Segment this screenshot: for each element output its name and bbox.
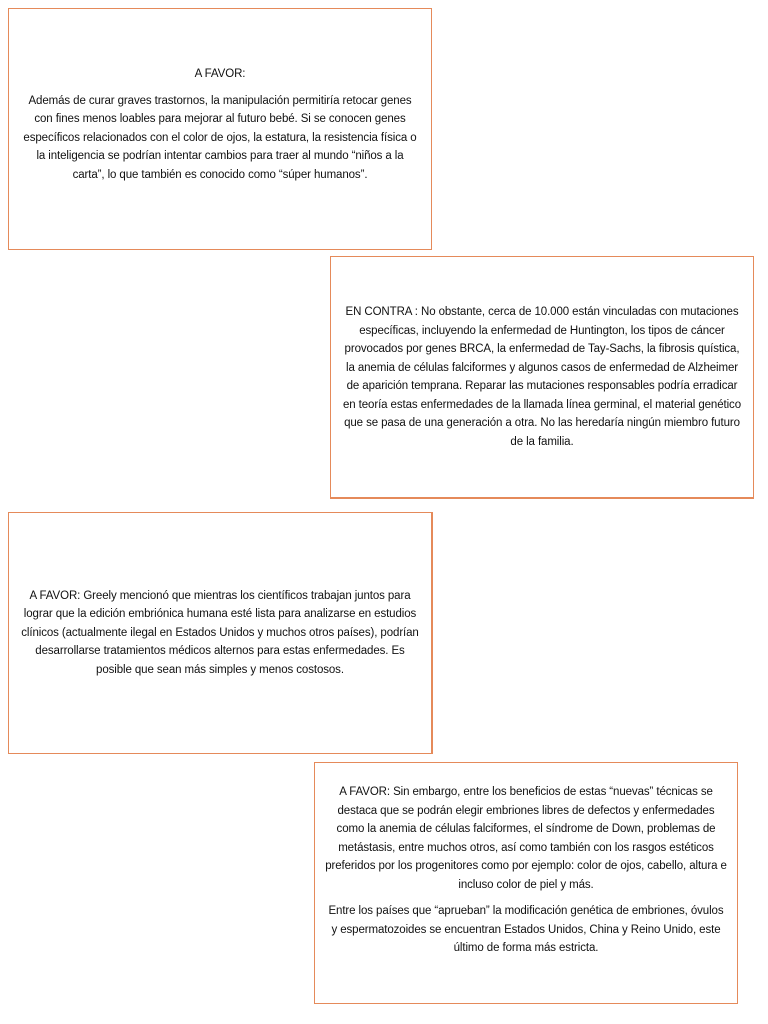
argument-card-favor-1 [8,8,432,250]
card-body-text: A FAVOR: Greely mencionó que mientras los científicos trabajan juntos para lograr que la edición embriónica humana esté lista para analizarse en estudios clínicos (actualmente ilegal en Estados Unidos y muchos otros países), podrían desarrollarse tratamientos médicos alternos para estas enfermedades. Es posible que sean más simples y menos costosos. [21,589,419,676]
argument-card-favor-3 [314,762,738,1004]
card-body-text: Además de curar graves trastornos, la manipulación permitiría retocar genes con fines menos loables para mejorar al futuro bebé. Si se conocen genes específicos relacionados con el color de ojos, la estatura, la resistencia física o la inteligencia se podrían intentar cambios para traer al mundo “niños a la carta”, lo que también es conocido como “súper humanos”. [23,94,417,181]
argument-card-favor-2 [8,512,432,754]
argument-card-contra-1 [330,256,754,498]
card-heading: A FAVOR: [194,68,246,80]
card-body-text: EN CONTRA : No obstante, cerca de 10.000 están vinculadas con mutaciones específicas, incluyendo la enfermedad de Huntington, los tipos de cáncer provocados por genes BRCA, la enfermedad de Tay-Sachs, la fibrosis quística, la anemia de células falciformes y algunos casos de enfermedad de Alzheimer de aparición temprana. Reparar las mutaciones responsables podría erradicar en teoría estas enfermedades de la llamada línea germinal, el material genético que se pasa de una generación a otra. No las heredaría ningún miembro futuro de la familia. [342,306,742,448]
card-paragraph-1: A FAVOR: Sin embargo, entre los beneficios de estas “nuevas” técnicas se destaca que se podrán elegir embriones libres de defectos y enfermedades como la anemia de células falciformes, el síndrome de Down, problemas de metástasis, entre muchos otros, así como también con los rasgos estéticos preferidos por los progenitores como por ejemplo: color de ojos, cabello, altura e incluso color de piel y más. [325,786,727,891]
card-paragraph-2: Entre los países que “aprueban” la modificación genética de embriones, óvulos y espermatozoides se encuentran Estados Unidos, China y Reino Unido, este último de forma más estricta. [328,905,724,954]
